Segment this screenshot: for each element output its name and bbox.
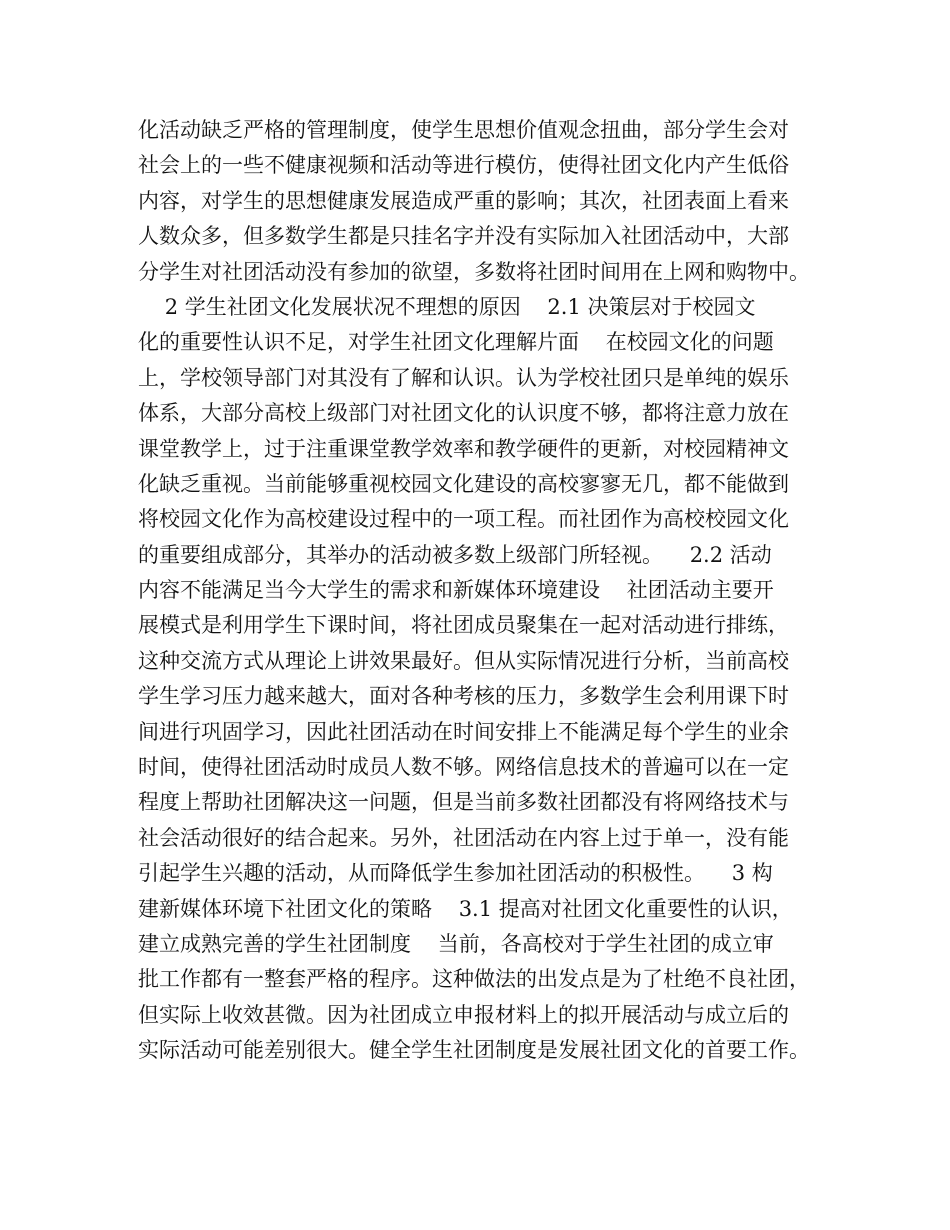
text-line: 的重要组成部分，其举办的活动被多数上级部门所轻视。 2.2 活动 [138, 542, 772, 567]
text-line: 但实际上收效甚微。因为社团成立申报材料上的拟开展活动与成立后的 [138, 1002, 789, 1027]
text-line: 学生学习压力越来越大，面对各种考核的压力，多数学生会利用课下时 [138, 684, 789, 709]
text-line: 2 学生社团文化发展状况不理想的原因 2.1 决策层对于校园文 [138, 294, 756, 319]
text-line: 时间，使得社团活动时成员人数不够。网络信息技术的普遍可以在一定 [138, 755, 789, 780]
text-line: 批工作都有一整套严格的程序。这种做法的出发点是为了杜绝不良社团， [138, 967, 810, 992]
text-line: 体系，大部分高校上级部门对社团文化的认识度不够，都将注意力放在 [138, 401, 789, 426]
text-line: 分学生对社团活动没有参加的欲望，多数将社团时间用在上网和购物中。 [138, 259, 810, 284]
text-line: 化的重要性认识不足，对学生社团文化理解片面 在校园文化的问题 [138, 330, 774, 355]
text-line: 程度上帮助社团解决这一问题，但是当前多数社团都没有将网络技术与 [138, 790, 789, 815]
text-line: 内容不能满足当今大学生的需求和新媒体环境建设 社团活动主要开 [138, 578, 774, 603]
text-line: 社会活动很好的结合起来。另外，社团活动在内容上过于单一，没有能 [138, 825, 789, 850]
text-line: 社会上的一些不健康视频和活动等进行模仿，使得社团文化内产生低俗 [138, 153, 789, 178]
text-line: 化缺乏重视。当前能够重视校园文化建设的高校寥寥无几，都不能做到 [138, 471, 789, 496]
text-line: 人数众多，但多数学生都是只挂名字并没有实际加入社团活动中，大部 [138, 224, 789, 249]
text-line: 内容，对学生的思想健康发展造成严重的影响；其次，社团表面上看来 [138, 188, 789, 213]
body-text [138, 113, 828, 1069]
text-line: 建立成熟完善的学生社团制度 当前，各高校对于学生社团的成立审 [138, 931, 774, 956]
text-line: 展模式是利用学生下课时间，将社团成员聚集在一起对活动进行排练， [138, 613, 789, 638]
text-line: 将校园文化作为高校建设过程中的一项工程。而社团作为高校校园文化 [138, 507, 789, 532]
text-line: 课堂教学上，过于注重课堂教学效率和教学硬件的更新，对校园精神文 [138, 436, 789, 461]
text-line: 实际活动可能差别很大。健全学生社团制度是发展社团文化的首要工作。 [138, 1038, 810, 1063]
text-line: 上，学校领导部门对其没有了解和认识。认为学校社团只是单纯的娱乐 [138, 365, 789, 390]
text-line: 引起学生兴趣的活动，从而降低学生参加社团活动的积极性。 3 构 [138, 861, 773, 886]
text-line: 建新媒体环境下社团文化的策略 3.1 提高对社团文化重要性的认识， [138, 896, 793, 921]
text-line: 间进行巩固学习，因此社团活动在时间安排上不能满足每个学生的业余 [138, 719, 789, 744]
text-line: 这种交流方式从理论上讲效果最好。但从实际情况进行分析，当前高校 [138, 648, 789, 673]
text-line: 化活动缺乏严格的管理制度，使学生思想价值观念扭曲，部分学生会对 [138, 118, 789, 142]
